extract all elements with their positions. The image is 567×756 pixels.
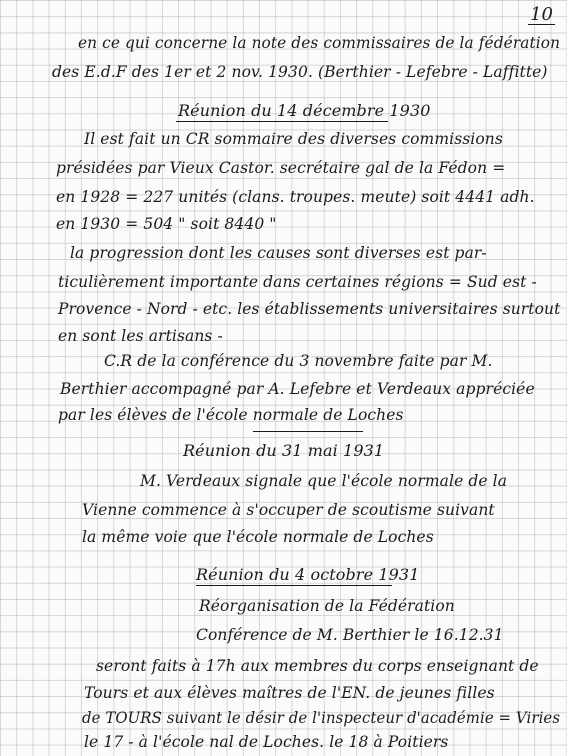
text-line-16: M. Verdeaux signale que l'école normale de la [140,472,508,490]
text-line-24: de TOURS suivant le désir de l'inspecteur d'académie = Viries [82,709,561,727]
text-line-5: présidées par Vieux Castor. secrétaire gal de la Fédon = [56,159,506,177]
text-line-10: Provence - Nord - etc. les établissements universitaires surtout [58,300,561,318]
text-line-21: Conférence de M. Berthier le 16.12.31 [196,626,504,644]
heading-reunion-4-oct-1931: Réunion du 4 octobre 1931 [196,565,420,584]
text-line-8: la progression dont les causes sont diverses est par- [70,244,487,262]
text-line-11: en sont les artisans - [58,327,223,345]
text-line-6: en 1928 = 227 unités (clans. troupes. meute) soit 4441 adh. [56,188,535,206]
page-number: 10 [530,4,553,25]
text-line-12: C.R de la conférence du 3 novembre faite par M. [104,352,493,370]
text-line-23: Tours et aux élèves maîtres de l'EN. de jeunes filles [84,684,495,702]
text-line-7: en 1930 = 504 " soit 8440 " [56,215,277,233]
text-line-17: Vienne commence à s'occuper de scoutisme suivant [82,501,495,519]
text-line-18: la même voie que l'école normale de Loches [82,528,434,546]
text-line-1: en ce qui concerne la note des commissaires de la fédération [78,34,561,52]
text-line-25: le 17 - à l'école nal de Loches. le 18 à Poitiers [84,733,449,751]
heading-underline [176,121,388,122]
text-line-9: ticulièrement importante dans certaines régions = Sud est - [58,273,537,291]
heading-underline-2 [196,585,392,586]
section-divider [253,431,363,432]
text-line-22: seront faits à 17h aux membres du corps enseignant de [96,657,539,675]
text-line-13: Berthier accompagné par A. Lefebre et Verdeaux appréciée [60,380,535,398]
text-line-4: Il est fait un CR sommaire des diverses commissions [84,130,503,148]
heading-reunion-31-mai-1931: Réunion du 31 mai 1931 [183,441,385,460]
text-line-14: par les élèves de l'école normale de Loches [58,406,404,424]
heading-reunion-14-dec-1930: Réunion du 14 décembre 1930 [178,101,431,120]
text-line-2: des E.d.F des 1er et 2 nov. 1930. (Berthier - Lefebre - Laffitte) [52,63,548,81]
text-line-20: Réorganisation de la Fédération [199,597,455,615]
